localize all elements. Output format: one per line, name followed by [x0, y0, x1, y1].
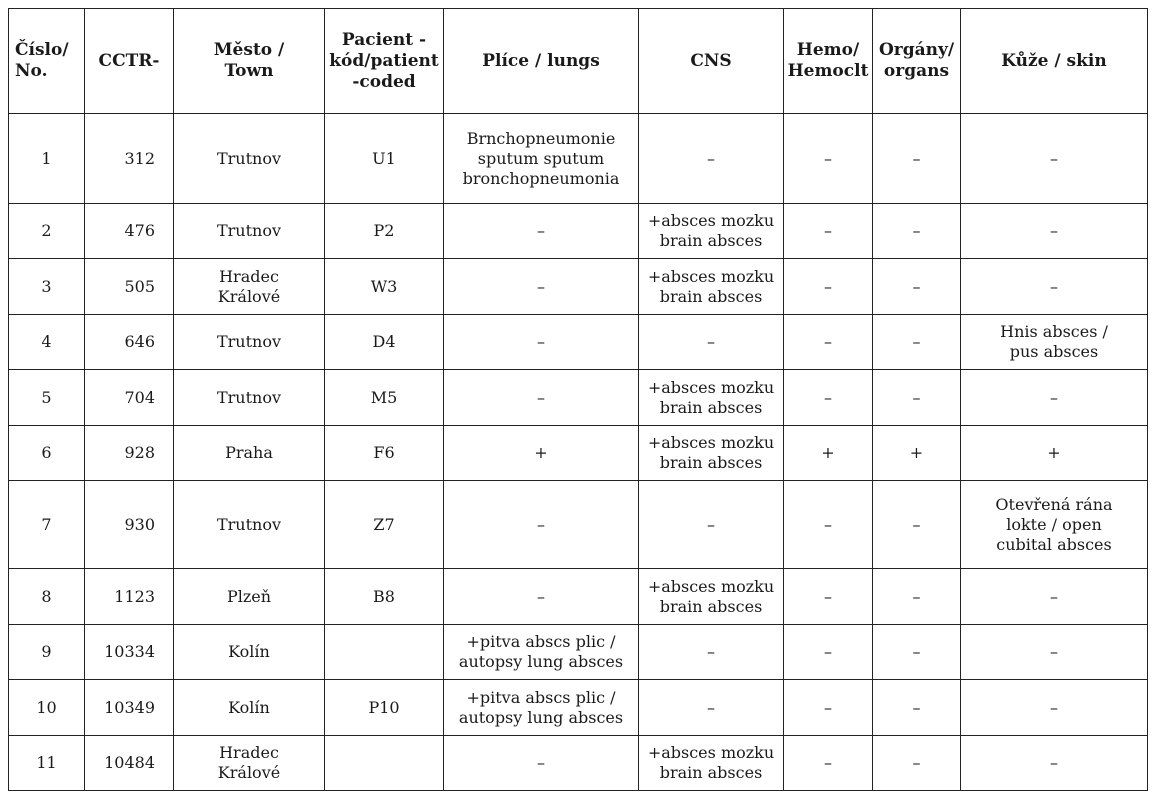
cell-pacient: W3	[325, 259, 444, 315]
cell-cns: –	[639, 625, 784, 680]
cell-kuze: –	[961, 114, 1148, 204]
cell-mesto: Kolín	[174, 625, 325, 680]
cell-pacient: F6	[325, 426, 444, 481]
cell-kuze: –	[961, 370, 1148, 426]
cell-plice: +pitva abscs plic / autopsy lung absces	[444, 680, 639, 736]
header-pacient: Pacient - kód/patient -coded	[325, 9, 444, 114]
table-row	[9, 114, 1148, 204]
cell-cctr: 10484	[85, 736, 174, 791]
data-table	[8, 8, 1148, 791]
cell-pacient: U1	[325, 114, 444, 204]
cell-mesto: Hradec Králové	[174, 259, 325, 315]
cell-cctr: 505	[85, 259, 174, 315]
cell-pacient	[325, 736, 444, 791]
cell-cislo: 10	[9, 680, 85, 736]
cell-pacient: B8	[325, 569, 444, 625]
table-row	[9, 736, 1148, 791]
table-row	[9, 625, 1148, 680]
cell-plice: –	[444, 259, 639, 315]
cell-plice: Brnchopneumonie sputum sputum bronchopneumonia	[444, 114, 639, 204]
table-row	[9, 680, 1148, 736]
cell-plice: –	[444, 315, 639, 370]
table-row	[9, 259, 1148, 315]
cell-cislo: 3	[9, 259, 85, 315]
cell-hemo: –	[784, 569, 873, 625]
cell-hemo: –	[784, 204, 873, 259]
cell-kuze: –	[961, 569, 1148, 625]
cell-hemo: –	[784, 736, 873, 791]
cell-cns: –	[639, 680, 784, 736]
cell-hemo: –	[784, 259, 873, 315]
header-plice: Plíce / lungs	[444, 9, 639, 114]
cell-cctr: 646	[85, 315, 174, 370]
cell-mesto: Hradec Králové	[174, 736, 325, 791]
header-cns: CNS	[639, 9, 784, 114]
cell-cns: +absces mozku brain absces	[639, 259, 784, 315]
cell-cns: +absces mozku brain absces	[639, 426, 784, 481]
cell-hemo: +	[784, 426, 873, 481]
cell-pacient: P10	[325, 680, 444, 736]
cell-cctr: 476	[85, 204, 174, 259]
header-mesto: Město / Town	[174, 9, 325, 114]
cell-cislo: 9	[9, 625, 85, 680]
cell-cns: –	[639, 114, 784, 204]
table-row	[9, 204, 1148, 259]
cell-kuze: +	[961, 426, 1148, 481]
cell-cislo: 5	[9, 370, 85, 426]
cell-cns: +absces mozku brain absces	[639, 204, 784, 259]
cell-hemo: –	[784, 315, 873, 370]
cell-cislo: 8	[9, 569, 85, 625]
cell-mesto: Praha	[174, 426, 325, 481]
cell-organy: –	[873, 625, 961, 680]
header-hemo: Hemo/ Hemoclt	[784, 9, 873, 114]
cell-plice: +	[444, 426, 639, 481]
cell-plice: –	[444, 569, 639, 625]
cell-mesto: Trutnov	[174, 114, 325, 204]
cell-cns: +absces mozku brain absces	[639, 370, 784, 426]
cell-cctr: 312	[85, 114, 174, 204]
header-organy: Orgány/ organs	[873, 9, 961, 114]
cell-cctr: 930	[85, 481, 174, 569]
cell-hemo: –	[784, 481, 873, 569]
cell-organy: –	[873, 259, 961, 315]
cell-cctr: 1123	[85, 569, 174, 625]
table-body	[9, 114, 1148, 791]
cell-pacient: P2	[325, 204, 444, 259]
cell-kuze: –	[961, 625, 1148, 680]
cell-organy: –	[873, 204, 961, 259]
cell-organy: –	[873, 370, 961, 426]
cell-kuze: Otevřená rána lokte / open cubital absces	[961, 481, 1148, 569]
cell-plice: –	[444, 370, 639, 426]
cell-mesto: Trutnov	[174, 315, 325, 370]
cell-hemo: –	[784, 680, 873, 736]
cell-kuze: –	[961, 680, 1148, 736]
cell-kuze: Hnis absces / pus absces	[961, 315, 1148, 370]
cell-cctr: 704	[85, 370, 174, 426]
cell-mesto: Plzeň	[174, 569, 325, 625]
cell-cislo: 1	[9, 114, 85, 204]
cell-cns: –	[639, 315, 784, 370]
header-cctr: CCTR-	[85, 9, 174, 114]
cell-plice: –	[444, 481, 639, 569]
cell-pacient: M5	[325, 370, 444, 426]
cell-organy: –	[873, 736, 961, 791]
cell-pacient	[325, 625, 444, 680]
cell-mesto: Trutnov	[174, 481, 325, 569]
cell-kuze: –	[961, 259, 1148, 315]
cell-hemo: –	[784, 370, 873, 426]
cell-cislo: 7	[9, 481, 85, 569]
table-row	[9, 569, 1148, 625]
cell-mesto: Trutnov	[174, 204, 325, 259]
cell-organy: –	[873, 114, 961, 204]
table-row	[9, 481, 1148, 569]
header-cislo: Číslo/ No.	[9, 9, 85, 114]
cell-organy: –	[873, 680, 961, 736]
cell-organy: –	[873, 315, 961, 370]
cell-hemo: –	[784, 625, 873, 680]
cell-cislo: 2	[9, 204, 85, 259]
cell-cns: –	[639, 481, 784, 569]
cell-cctr: 928	[85, 426, 174, 481]
cell-cislo: 4	[9, 315, 85, 370]
header-row	[9, 9, 1148, 114]
cell-cislo: 6	[9, 426, 85, 481]
cell-cns: +absces mozku brain absces	[639, 569, 784, 625]
cell-mesto: Kolín	[174, 680, 325, 736]
table-row	[9, 370, 1148, 426]
cell-mesto: Trutnov	[174, 370, 325, 426]
cell-cctr: 10334	[85, 625, 174, 680]
cell-kuze: –	[961, 736, 1148, 791]
cell-organy: –	[873, 569, 961, 625]
cell-kuze: –	[961, 204, 1148, 259]
cell-organy: –	[873, 481, 961, 569]
cell-organy: +	[873, 426, 961, 481]
cell-cns: +absces mozku brain absces	[639, 736, 784, 791]
table-row	[9, 315, 1148, 370]
cell-cislo: 11	[9, 736, 85, 791]
cell-plice: +pitva abscs plic / autopsy lung absces	[444, 625, 639, 680]
cell-pacient: Z7	[325, 481, 444, 569]
cell-pacient: D4	[325, 315, 444, 370]
cell-cctr: 10349	[85, 680, 174, 736]
header-kuze: Kůže / skin	[961, 9, 1148, 114]
cell-hemo: –	[784, 114, 873, 204]
cell-plice: –	[444, 736, 639, 791]
table-row	[9, 426, 1148, 481]
cell-plice: –	[444, 204, 639, 259]
